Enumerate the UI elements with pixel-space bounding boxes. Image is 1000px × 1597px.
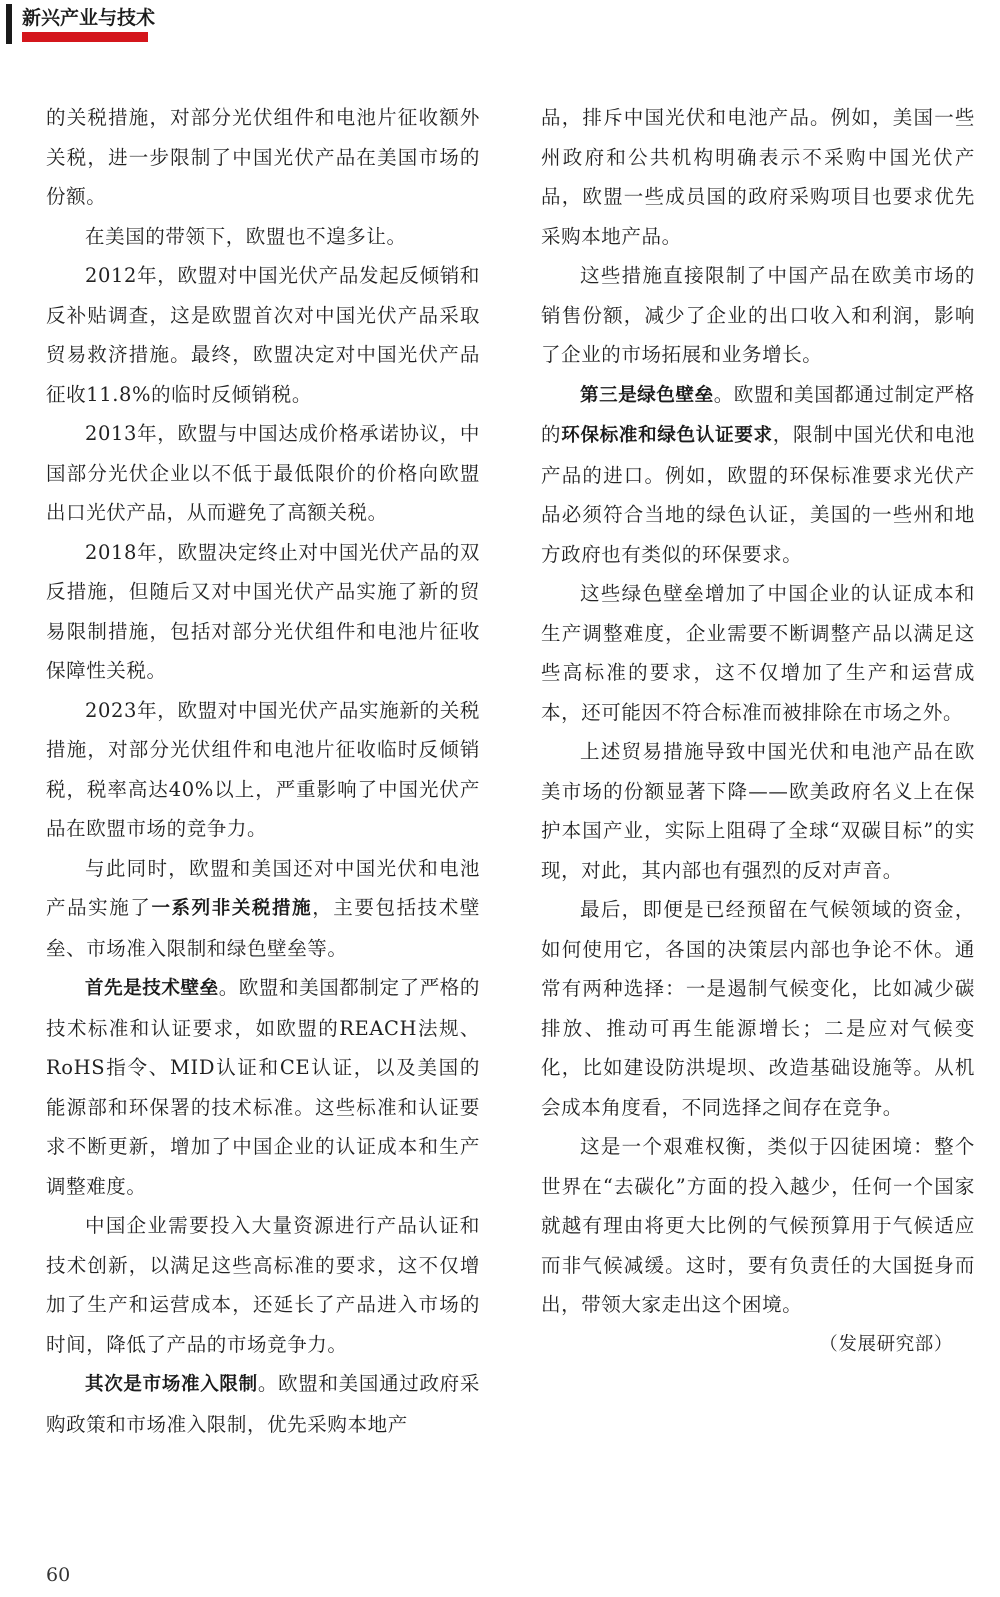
paragraph: 2012年，欧盟对中国光伏产品发起反倾销和反补贴调查，这是欧盟首次对中国光伏产品采取贸易救济措施。最终，欧盟决定对中国光伏产品征收11.8%的临时反倾销税。 xyxy=(46,264,480,406)
paragraph: 这是一个艰难权衡，类似于囚徒困境：整个世界在“去碳化”方面的投入越少，任何一个国家就越有理由将更大比例的气候预算用于气候适应而非气候减缓。这时，要有负责任的大国挺身而出，带领大家走出这个困境。 xyxy=(541,1135,975,1316)
paragraph xyxy=(46,1364,480,1444)
author-credit: （发展研究部） xyxy=(819,1333,953,1355)
paragraph: 品，排斥中国光伏和电池产品。例如，美国一些州政府和公共机构明确表示不采购中国光伏产品，欧盟一些成员国的政府采购项目也要求优先采购本地产品。 xyxy=(541,106,975,248)
paragraph xyxy=(46,968,480,1206)
paragraph-text: 与此同时，欧盟和美国还对中国光伏和电池产品实施了 xyxy=(46,856,480,919)
highlight-text: 首先是技术壁垒 xyxy=(85,978,219,999)
paragraph: 中国企业需要投入大量资源进行产品认证和技术创新，以满足这些高标准的要求，这不仅增加了生产和运营成本，还延长了产品进入市场的时间，降低了产品的市场竞争力。 xyxy=(46,1214,480,1356)
left-column xyxy=(46,98,480,1444)
highlight-text: 一系列非关税措施 xyxy=(151,898,313,919)
paragraph: 上述贸易措施导致中国光伏和电池产品在欧美市场的份额显著下降——欧美政府名义上在保护本国产业，实际上阻碍了全球“双碳目标”的实现，对此，其内部也有强烈的反对声音。 xyxy=(541,740,975,882)
paragraph-text: 。欧盟和美国通过政府采购政策和市场准入限制，优先采购本地产 xyxy=(46,1372,480,1436)
header-red-underline xyxy=(22,32,148,42)
paragraph: 的关税措施，对部分光伏组件和电池片征收额外关税，进一步限制了中国光伏产品在美国市场的份额。 xyxy=(46,106,480,208)
section-header xyxy=(0,0,160,46)
paragraph xyxy=(46,849,480,969)
highlight-text: 其次是市场准入限制 xyxy=(85,1374,258,1395)
paragraph: 这些绿色壁垒增加了中国企业的认证成本和生产调整难度，企业需要不断调整产品以满足这些高标准的要求，这不仅增加了生产和运营成本，还可能因不符合标准而被排除在市场之外。 xyxy=(541,582,975,724)
paragraph-text: 。欧盟和美国都通过制定严格的 xyxy=(541,382,976,446)
header-bar-mark xyxy=(6,4,12,44)
paragraph-text: ，限制中国光伏和电池产品的进口。例如，欧盟的环保标准要求光伏产品必须符合当地的绿色认证，美国的一些州和地方政府也有类似的环保要求。 xyxy=(541,423,975,566)
highlight-text: 环保标准和绿色认证要求 xyxy=(561,425,773,446)
paragraph: 2013年，欧盟与中国达成价格承诺协议，中国部分光伏企业以不低于最低限价的价格向欧盟出口光伏产品，从而避免了高额关税。 xyxy=(46,422,480,524)
paragraph xyxy=(541,375,975,575)
paragraph: 最后，即便是已经预留在气候领域的资金，如何使用它，各国的决策层内部也争论不休。通常有两种选择：一是遏制气候变化，比如减少碳排放、推动可再生能源增长；二是应对气候变化，比如建设防洪堤坝、改造基础设施等。从机会成本角度看，不同选择之间存在竞争。 xyxy=(541,898,975,1119)
paragraph-text: 。欧盟和美国都制定了严格的技术标准和认证要求，如欧盟的REACH法规、RoHS指令、MID认证和CE认证，以及美国的能源部和环保署的技术标准。这些标准和认证要求不断更新，增加了中国企业的认证成本和生产调整难度。 xyxy=(46,976,481,1198)
paragraph: 2023年，欧盟对中国光伏产品实施新的关税措施，对部分光伏组件和电池片征收临时反倾销税，税率高达40%以上，严重影响了中国光伏产品在欧盟市场的竞争力。 xyxy=(46,698,480,840)
highlight-text: 第三是绿色壁垒 xyxy=(580,384,714,406)
paragraph: 在美国的带领下，欧盟也不遑多让。 xyxy=(85,224,407,248)
right-column xyxy=(541,98,975,1364)
paragraph: 这些措施直接限制了中国产品在欧美市场的销售份额，减少了企业的出口收入和利润，影响了企业的市场拓展和业务增长。 xyxy=(541,264,975,366)
paragraph-text: ，主要包括技术壁垒、市场准入限制和绿色壁垒等。 xyxy=(46,896,480,960)
paragraph: 2018年，欧盟决定终止对中国光伏产品的双反措施，但随后又对中国光伏产品实施了新的贸易限制措施，包括对部分光伏组件和电池片征收保障性关税。 xyxy=(46,540,480,682)
section-title: 新兴产业与技术 xyxy=(22,7,156,29)
page-number: 60 xyxy=(46,1564,71,1586)
